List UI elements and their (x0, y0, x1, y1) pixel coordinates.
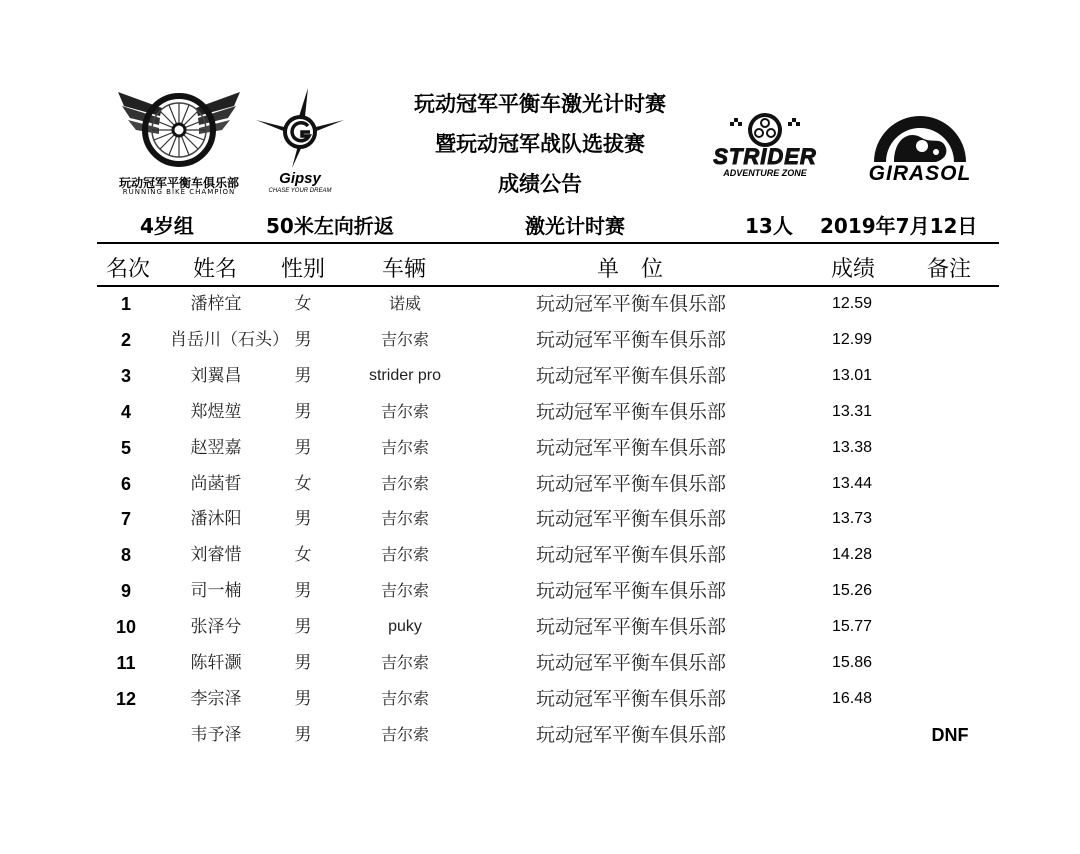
score-cell: 13.44 (831, 474, 873, 492)
rank-cell: 10 (115, 617, 137, 638)
title-line-2: 暨玩动冠军战队选拔赛 (435, 132, 645, 156)
name-cell: 李宗泽 (190, 688, 242, 709)
table-row (0, 322, 1080, 358)
header-top-rule (97, 242, 999, 244)
strider-logo-name: STRIDER (713, 144, 817, 169)
gender-cell: 男 (294, 329, 312, 350)
gender-cell: 男 (294, 617, 312, 638)
unit-cell: 玩动冠军平衡车俱乐部 (535, 472, 726, 495)
club-logo-name: 玩动冠军平衡车俱乐部 (118, 176, 239, 190)
name-cell: 司一楠 (190, 581, 242, 602)
table-row (0, 466, 1080, 502)
gender-cell: 男 (294, 401, 312, 422)
unit-cell: 玩动冠军平衡车俱乐部 (535, 687, 726, 710)
bike-cell: 吉尔索 (380, 401, 429, 421)
title-line-1: 玩动冠军平衡车激光计时赛 (414, 92, 666, 116)
table-row (0, 358, 1080, 394)
gipsy-logo-name: Gipsy (279, 170, 321, 187)
rank-cell: 4 (120, 401, 131, 422)
gender-cell: 男 (294, 509, 312, 530)
rank-cell: 9 (120, 581, 131, 602)
bike-cell: 吉尔索 (380, 688, 429, 708)
name-cell: 张泽兮 (190, 617, 242, 638)
gender-cell: 男 (294, 437, 312, 458)
score-cell: 13.01 (831, 366, 873, 384)
gipsy-logo (252, 86, 348, 198)
girasol-emblem-icon (850, 108, 990, 162)
rank-cell: 8 (120, 545, 131, 566)
info-date: 2019年7月12日 (820, 214, 978, 238)
gender-cell: 男 (294, 653, 312, 673)
bike-cell: 吉尔索 (380, 545, 429, 565)
gender-cell: 女 (294, 294, 312, 314)
rank-cell: 12 (115, 688, 137, 709)
rank-cell: 5 (120, 437, 131, 458)
club-logo-sub: RUNNING BIKE CHAMPION (122, 188, 236, 196)
name-cell: 潘梓宜 (190, 294, 242, 314)
rank-cell: 6 (120, 473, 131, 494)
score-cell: 12.99 (831, 330, 873, 348)
table-row (0, 537, 1080, 573)
gender-cell: 女 (294, 473, 312, 494)
table-row (0, 609, 1080, 645)
table-row (0, 681, 1080, 717)
score-cell: 16.48 (831, 689, 873, 707)
table-row (0, 430, 1080, 466)
name-cell: 肖岳川（石头） (170, 329, 289, 350)
bike-cell: puky (388, 618, 422, 636)
bike-cell: strider pro (368, 366, 442, 384)
gender-cell: 男 (294, 365, 312, 386)
name-cell: 刘睿惜 (190, 545, 242, 566)
table-row (0, 645, 1080, 681)
rank-cell: 11 (116, 653, 136, 673)
bike-cell: 吉尔索 (380, 509, 429, 529)
header-name: 姓名 (192, 257, 237, 282)
gender-cell: 女 (294, 545, 312, 566)
unit-cell: 玩动冠军平衡车俱乐部 (535, 544, 726, 567)
unit-cell: 玩动冠军平衡车俱乐部 (535, 364, 726, 387)
info-type: 激光计时赛 (525, 214, 625, 238)
gipsy-logo-sub: CHASE YOUR DREAM (268, 188, 332, 194)
club-logo (104, 86, 254, 198)
score-cell: 13.73 (831, 510, 873, 528)
table-row (0, 501, 1080, 537)
score-cell: 15.77 (831, 618, 873, 636)
table-row (0, 573, 1080, 609)
rank-cell: 2 (120, 329, 131, 350)
name-cell: 韦予泽 (190, 724, 242, 745)
bike-cell: 吉尔索 (380, 473, 429, 493)
title-line-3: 成绩公告 (498, 172, 582, 196)
name-cell: 赵翌嘉 (190, 437, 242, 458)
bike-cell: 吉尔索 (380, 329, 429, 349)
bike-cell: 吉尔索 (380, 653, 429, 672)
table-row (0, 394, 1080, 430)
unit-cell: 玩动冠军平衡车俱乐部 (535, 652, 726, 674)
gipsy-g-emblem-icon (252, 86, 348, 170)
header-rank: 名次 (105, 257, 150, 282)
header-score: 成绩 (830, 257, 875, 282)
header-unit: 单 位 (596, 257, 663, 282)
table-row (0, 286, 1080, 322)
unit-cell: 玩动冠军平衡车俱乐部 (535, 580, 726, 603)
score-cell: 15.26 (831, 582, 873, 600)
strider-logo-sub: ADVENTURE ZONE (723, 168, 807, 178)
table-row (0, 717, 1080, 753)
unit-cell: 玩动冠军平衡车俱乐部 (535, 328, 726, 351)
girasol-logo-name: GIRASOL (868, 162, 972, 185)
unit-cell: 玩动冠军平衡车俱乐部 (535, 436, 726, 459)
rank-cell: 7 (120, 509, 131, 530)
name-cell: 尚菡晢 (190, 473, 242, 494)
info-count: 13人 (745, 214, 793, 238)
score-cell: 14.28 (831, 546, 873, 564)
score-cell: 13.31 (831, 402, 873, 420)
gender-cell: 男 (294, 724, 312, 745)
gender-cell: 男 (294, 688, 312, 709)
bike-cell: 吉尔索 (380, 437, 429, 457)
header-note: 备注 (926, 257, 971, 282)
winged-wheel-icon (104, 86, 254, 170)
header-gender: 性别 (280, 257, 325, 282)
unit-cell: 玩动冠军平衡车俱乐部 (535, 723, 726, 746)
gender-cell: 男 (294, 581, 312, 602)
unit-cell: 玩动冠军平衡车俱乐部 (535, 616, 726, 639)
score-cell: 12.59 (831, 295, 873, 312)
unit-cell: 玩动冠军平衡车俱乐部 (535, 508, 726, 531)
name-cell: 郑煜堃 (190, 401, 242, 422)
name-cell: 陈轩灏 (190, 653, 242, 673)
score-cell: 15.86 (831, 654, 873, 671)
name-cell: 刘翼昌 (190, 365, 242, 386)
info-group: 4岁组 (140, 214, 194, 238)
unit-cell: 玩动冠军平衡车俱乐部 (535, 400, 726, 423)
rank-cell: 3 (120, 365, 131, 386)
unit-cell: 玩动冠军平衡车俱乐部 (535, 293, 726, 315)
note-cell: DNF (931, 724, 969, 745)
name-cell: 潘沐阳 (190, 509, 242, 530)
header-bike: 车辆 (381, 257, 426, 282)
info-distance: 50米左向折返 (266, 214, 394, 238)
bike-cell: 吉尔索 (380, 724, 429, 744)
girasol-logo (850, 108, 990, 184)
bike-cell: 诺威 (388, 294, 421, 313)
bike-cell: 吉尔索 (380, 581, 429, 601)
score-cell: 13.38 (831, 438, 873, 456)
rank-cell: 1 (120, 294, 131, 314)
